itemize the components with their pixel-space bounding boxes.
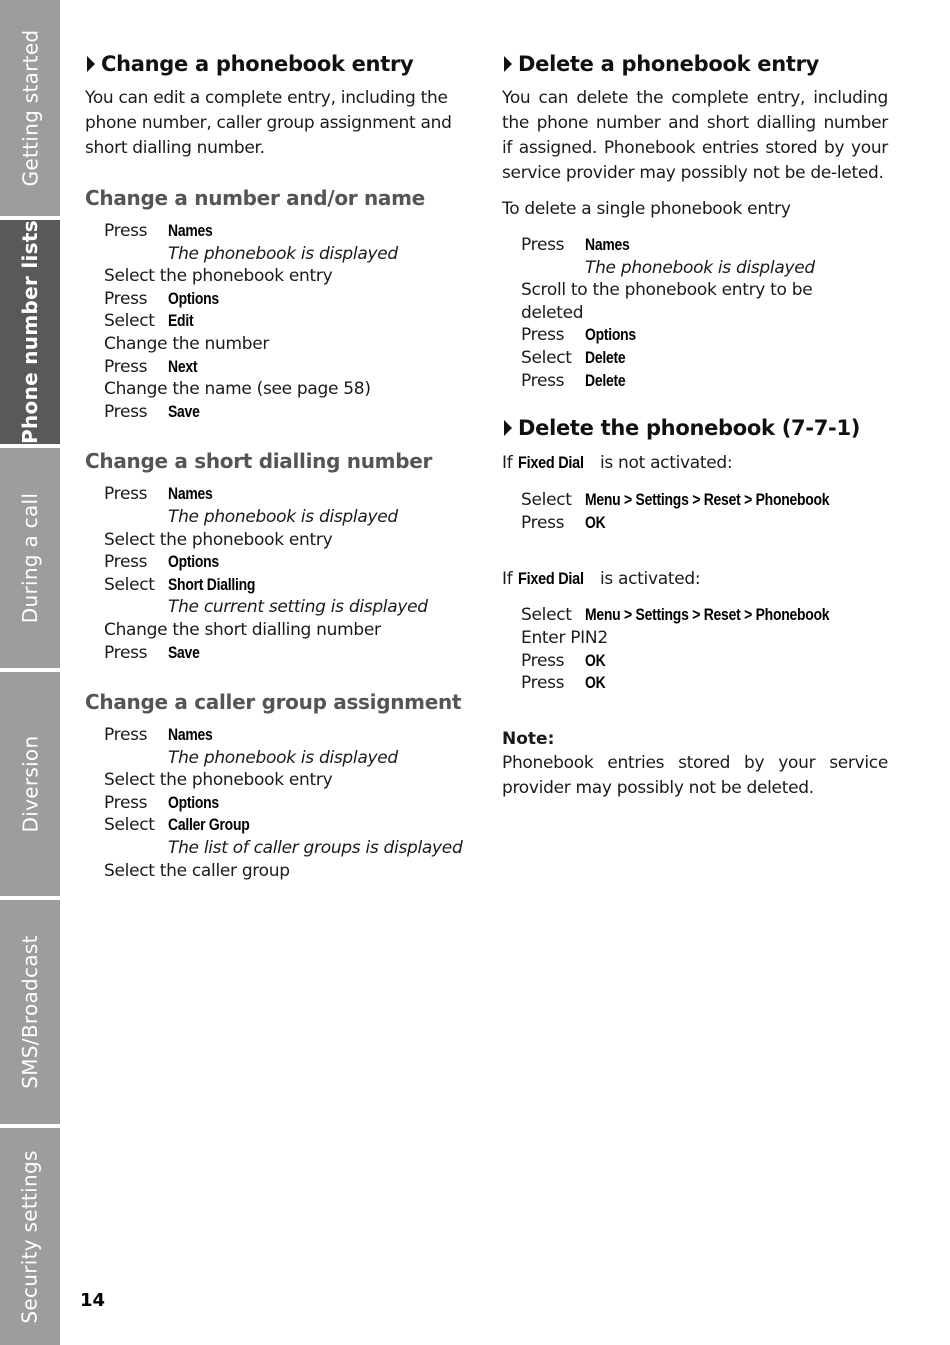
softkey-options: Options xyxy=(168,288,219,308)
heading-text: Change a phonebook entry xyxy=(101,52,414,76)
step-text: Select the phonebook entry xyxy=(104,266,333,287)
tab-label: SMS/Broadcast xyxy=(18,935,42,1089)
step xyxy=(104,333,473,356)
tab-label: Security settings xyxy=(18,1149,42,1324)
display-text: The phonebook is displayed xyxy=(585,257,815,278)
left-column xyxy=(85,52,473,882)
menu-item-delete: Delete xyxy=(585,347,626,367)
step xyxy=(104,860,473,883)
step xyxy=(521,324,888,347)
step-list xyxy=(104,724,473,882)
step xyxy=(104,619,473,642)
step xyxy=(104,265,473,288)
step xyxy=(521,672,888,695)
step xyxy=(521,279,841,324)
step-label: Press xyxy=(521,235,565,255)
softkey-save: Save xyxy=(168,401,200,421)
step-label: Select xyxy=(521,605,572,626)
step-list xyxy=(104,220,473,423)
step xyxy=(521,627,888,650)
step xyxy=(104,747,473,770)
step xyxy=(104,596,473,619)
display-text: The current setting is displayed xyxy=(168,597,428,618)
step-label: Press xyxy=(521,370,565,391)
step xyxy=(521,370,888,393)
triangle-bullet-icon xyxy=(504,56,512,72)
step xyxy=(104,642,473,665)
step-label: Select xyxy=(521,490,572,511)
softkey-ok: OK xyxy=(585,512,606,532)
step-label: Select xyxy=(104,574,155,595)
step xyxy=(521,234,888,257)
cond-prefix: If xyxy=(502,569,513,590)
tab-security-settings[interactable] xyxy=(0,1128,60,1345)
subheading: Change a short dialling number xyxy=(85,449,433,474)
condition-text xyxy=(502,566,888,592)
menu-item-edit: Edit xyxy=(168,311,194,331)
tab-sms-broadcast[interactable] xyxy=(0,900,60,1124)
step-list xyxy=(521,604,888,694)
step xyxy=(104,310,473,333)
step xyxy=(104,574,473,597)
step-label: Press xyxy=(104,221,148,241)
step xyxy=(104,837,473,860)
triangle-bullet-icon xyxy=(504,420,512,436)
step-label: Press xyxy=(104,401,148,422)
step-text: Scroll to the phonebook entry to be deleted xyxy=(521,280,813,323)
tab-label: Phone number lists xyxy=(18,220,42,444)
condition-text xyxy=(502,450,888,476)
triangle-bullet-icon xyxy=(87,56,95,72)
step xyxy=(521,347,888,370)
step xyxy=(104,288,473,311)
step xyxy=(104,769,473,792)
section-heading xyxy=(85,52,473,76)
step xyxy=(521,604,888,627)
step-label: Press xyxy=(104,725,148,746)
step xyxy=(104,378,473,401)
tab-label: During a call xyxy=(18,492,42,624)
step-label: Select xyxy=(521,347,572,368)
instruction-text: To delete a single phonebook entry xyxy=(502,199,791,219)
step xyxy=(104,529,473,552)
step xyxy=(521,257,888,280)
step xyxy=(521,650,888,673)
softkey-save: Save xyxy=(168,642,200,662)
intro-paragraph: You can edit a complete entry, including the phone number, caller group assignment and short dialling number. xyxy=(85,88,452,158)
section-heading xyxy=(502,52,888,76)
intro-paragraph: You can delete the complete entry, including the phone number and short dialling number if assigned. Phonebook entries stored by your service provider may possibly not be de-leted. xyxy=(502,88,888,183)
softkey-options: Options xyxy=(168,552,219,572)
step xyxy=(104,220,473,243)
step xyxy=(104,814,473,837)
softkey-names: Names xyxy=(168,725,213,745)
softkey-ok: OK xyxy=(585,673,606,693)
step-text: Select the caller group xyxy=(104,860,290,881)
softkey-options: Options xyxy=(585,325,636,345)
step-label: Press xyxy=(521,512,565,533)
menu-path: Menu > Settings > Reset > Phonebook xyxy=(585,605,830,625)
section-heading xyxy=(502,416,888,440)
heading-text: Delete the phonebook (7-7-1) xyxy=(518,416,861,441)
softkey-names: Names xyxy=(585,235,630,254)
step xyxy=(104,483,473,506)
step xyxy=(104,506,473,529)
softkey-names: Names xyxy=(168,221,213,240)
step xyxy=(521,512,888,535)
step-text: Change the number xyxy=(104,333,270,354)
step-text: Change the name (see page 58) xyxy=(104,379,371,400)
step-text: Change the short dialling number xyxy=(104,619,381,640)
note-title: Note: xyxy=(502,728,555,749)
step-label: Select xyxy=(104,311,155,332)
softkey-options: Options xyxy=(168,792,219,812)
softkey-delete: Delete xyxy=(585,370,626,390)
heading-text: Delete a phonebook entry xyxy=(518,52,820,76)
keyword-fixed-dial: Fixed Dial xyxy=(517,453,584,473)
tab-label: Diversion xyxy=(18,735,43,833)
step-label: Press xyxy=(104,484,148,505)
display-text: The phonebook is displayed xyxy=(168,747,398,768)
step-label: Press xyxy=(104,792,148,813)
subheading: Change a number and/or name xyxy=(85,186,425,210)
step-text: Select the phonebook entry xyxy=(104,529,333,550)
step-list xyxy=(104,483,473,664)
menu-item-caller-group: Caller Group xyxy=(168,815,250,835)
display-text: The list of caller groups is displayed xyxy=(168,838,463,859)
step-label: Select xyxy=(104,815,155,836)
softkey-ok: OK xyxy=(585,650,606,670)
step xyxy=(521,489,888,512)
note-text: Phonebook entries stored by your service provider may possibly not be deleted. xyxy=(502,752,888,798)
step-text: Enter PIN2 xyxy=(521,627,608,648)
tab-getting-started[interactable] xyxy=(0,0,60,216)
menu-item-short-dialling: Short Dialling xyxy=(168,574,256,594)
cond-suffix: is not activated: xyxy=(599,453,733,474)
page-number: 14 xyxy=(80,1290,106,1311)
tab-phone-number-lists[interactable] xyxy=(0,220,60,444)
step-list xyxy=(521,234,888,392)
tab-label: Getting started xyxy=(18,29,43,187)
menu-path: Menu > Settings > Reset > Phonebook xyxy=(585,490,830,510)
step-label: Press xyxy=(104,356,148,377)
softkey-names: Names xyxy=(168,484,213,504)
cond-prefix: If xyxy=(502,453,513,474)
softkey-next: Next xyxy=(168,356,198,376)
keyword-fixed-dial: Fixed Dial xyxy=(517,569,584,589)
step xyxy=(104,243,473,266)
step-label: Press xyxy=(104,288,148,309)
display-text: The phonebook is displayed xyxy=(168,243,398,264)
step-label: Press xyxy=(104,642,148,663)
step-label: Press xyxy=(521,673,565,694)
right-column xyxy=(502,52,888,801)
step xyxy=(104,551,473,574)
display-text: The phonebook is displayed xyxy=(168,506,398,527)
step-list xyxy=(521,489,888,534)
step xyxy=(104,792,473,815)
step-label: Press xyxy=(521,650,565,671)
step-label: Press xyxy=(521,325,565,346)
subheading: Change a caller group assignment xyxy=(85,690,462,715)
step-text: Select the phonebook entry xyxy=(104,770,333,791)
step xyxy=(104,356,473,379)
section-sidebar xyxy=(0,0,60,1345)
tab-diversion[interactable] xyxy=(0,672,60,896)
step xyxy=(104,724,473,747)
cond-suffix: is activated: xyxy=(599,569,701,590)
step xyxy=(104,401,473,424)
step-label: Press xyxy=(104,552,148,573)
tab-during-a-call[interactable] xyxy=(0,448,60,668)
